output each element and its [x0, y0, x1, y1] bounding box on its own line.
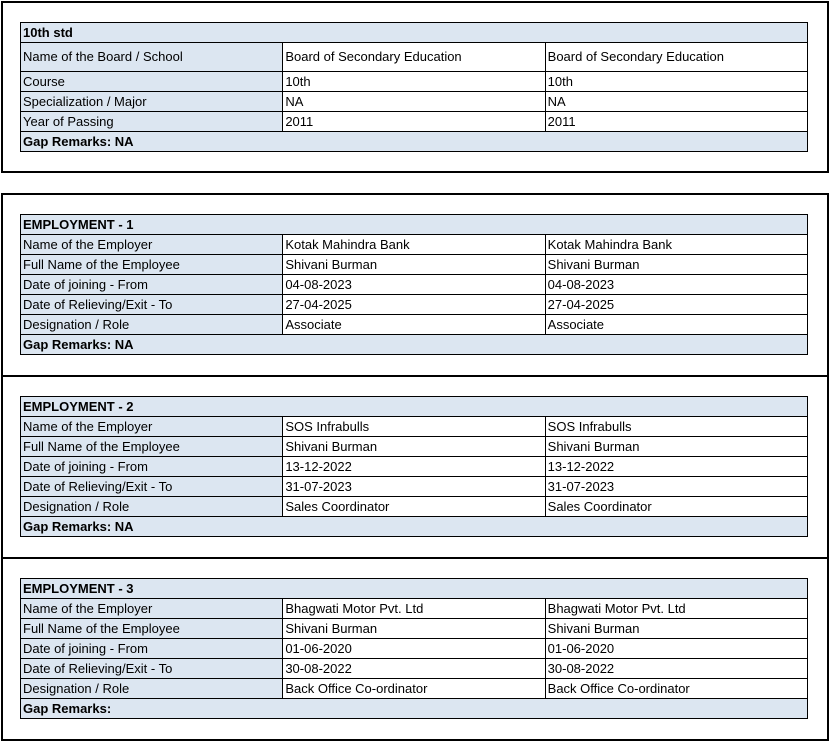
- table-row: [21, 497, 808, 517]
- section-header-row: [21, 23, 808, 43]
- table-row: [21, 72, 808, 92]
- row-value-2: Board of Secondary Education: [545, 43, 807, 72]
- education-table: [20, 22, 808, 152]
- row-value-1: Bhagwati Motor Pvt. Ltd: [283, 599, 545, 619]
- row-value-2: 27-04-2025: [545, 295, 807, 315]
- section-title: EMPLOYMENT - 3: [21, 579, 808, 599]
- employment-table-1: [20, 214, 808, 355]
- gap-remarks-row: [21, 699, 808, 719]
- row-value-2: 04-08-2023: [545, 275, 807, 295]
- row-value-2: Back Office Co-ordinator: [545, 679, 807, 699]
- row-label: Date of joining - From: [21, 275, 283, 295]
- row-value-1: Sales Coordinator: [283, 497, 545, 517]
- table-row: [21, 659, 808, 679]
- row-label: Name of the Board / School: [21, 43, 283, 72]
- table-row: [21, 43, 808, 72]
- table-row: [21, 255, 808, 275]
- row-value-1: 04-08-2023: [283, 275, 545, 295]
- row-value-1: Board of Secondary Education: [283, 43, 545, 72]
- row-value-2: Shivani Burman: [545, 437, 807, 457]
- table-row: [21, 417, 808, 437]
- section-header-row: [21, 215, 808, 235]
- row-value-1: 13-12-2022: [283, 457, 545, 477]
- row-label: Date of Relieving/Exit - To: [21, 295, 283, 315]
- section-header-row: [21, 397, 808, 417]
- row-value-2: 01-06-2020: [545, 639, 807, 659]
- row-label: Name of the Employer: [21, 235, 283, 255]
- row-label: Date of joining - From: [21, 457, 283, 477]
- row-value-1: SOS Infrabulls: [283, 417, 545, 437]
- table-row: [21, 639, 808, 659]
- row-value-2: Kotak Mahindra Bank: [545, 235, 807, 255]
- table-row: [21, 295, 808, 315]
- row-label: Designation / Role: [21, 315, 283, 335]
- table-row: [21, 619, 808, 639]
- row-label: Date of joining - From: [21, 639, 283, 659]
- table-row: [21, 315, 808, 335]
- row-value-1: 01-06-2020: [283, 639, 545, 659]
- row-value-2: 13-12-2022: [545, 457, 807, 477]
- row-value-1: 31-07-2023: [283, 477, 545, 497]
- section-title: 10th std: [21, 23, 808, 43]
- row-value-2: 2011: [545, 112, 807, 132]
- gap-remarks: Gap Remarks: NA: [21, 517, 808, 537]
- gap-remarks: Gap Remarks: NA: [21, 132, 808, 152]
- row-value-2: SOS Infrabulls: [545, 417, 807, 437]
- table-row: [21, 112, 808, 132]
- row-label: Specialization / Major: [21, 92, 283, 112]
- table-row: [21, 477, 808, 497]
- gap-remarks: Gap Remarks: NA: [21, 335, 808, 355]
- row-value-1: Shivani Burman: [283, 437, 545, 457]
- row-value-2: Shivani Burman: [545, 255, 807, 275]
- row-value-1: Kotak Mahindra Bank: [283, 235, 545, 255]
- row-label: Designation / Role: [21, 679, 283, 699]
- row-label: Designation / Role: [21, 497, 283, 517]
- gap-remarks-row: [21, 517, 808, 537]
- row-value-1: Back Office Co-ordinator: [283, 679, 545, 699]
- table-row: [21, 437, 808, 457]
- row-value-1: 10th: [283, 72, 545, 92]
- section-title: EMPLOYMENT - 1: [21, 215, 808, 235]
- row-value-2: Shivani Burman: [545, 619, 807, 639]
- row-label: Date of Relieving/Exit - To: [21, 477, 283, 497]
- employment-table-3: [20, 578, 808, 719]
- row-label: Full Name of the Employee: [21, 619, 283, 639]
- row-value-2: Sales Coordinator: [545, 497, 807, 517]
- table-row: [21, 92, 808, 112]
- row-value-2: NA: [545, 92, 807, 112]
- employment-table-2: [20, 396, 808, 537]
- gap-remarks-row: [21, 335, 808, 355]
- gap-remarks-row: [21, 132, 808, 152]
- row-label: Full Name of the Employee: [21, 437, 283, 457]
- row-label: Date of Relieving/Exit - To: [21, 659, 283, 679]
- row-value-1: 27-04-2025: [283, 295, 545, 315]
- row-value-2: 10th: [545, 72, 807, 92]
- section-header-row: [21, 579, 808, 599]
- row-value-2: 31-07-2023: [545, 477, 807, 497]
- row-value-1: 2011: [283, 112, 545, 132]
- table-row: [21, 275, 808, 295]
- row-label: Course: [21, 72, 283, 92]
- table-row: [21, 679, 808, 699]
- row-value-1: Associate: [283, 315, 545, 335]
- row-label: Year of Passing: [21, 112, 283, 132]
- row-label: Name of the Employer: [21, 417, 283, 437]
- gap-remarks: Gap Remarks:: [21, 699, 808, 719]
- row-label: Name of the Employer: [21, 599, 283, 619]
- row-value-1: NA: [283, 92, 545, 112]
- row-value-1: 30-08-2022: [283, 659, 545, 679]
- row-value-1: Shivani Burman: [283, 255, 545, 275]
- section-title: EMPLOYMENT - 2: [21, 397, 808, 417]
- table-row: [21, 457, 808, 477]
- row-value-2: Associate: [545, 315, 807, 335]
- table-row: [21, 599, 808, 619]
- row-value-2: Bhagwati Motor Pvt. Ltd: [545, 599, 807, 619]
- table-row: [21, 235, 808, 255]
- row-label: Full Name of the Employee: [21, 255, 283, 275]
- row-value-1: Shivani Burman: [283, 619, 545, 639]
- row-value-2: 30-08-2022: [545, 659, 807, 679]
